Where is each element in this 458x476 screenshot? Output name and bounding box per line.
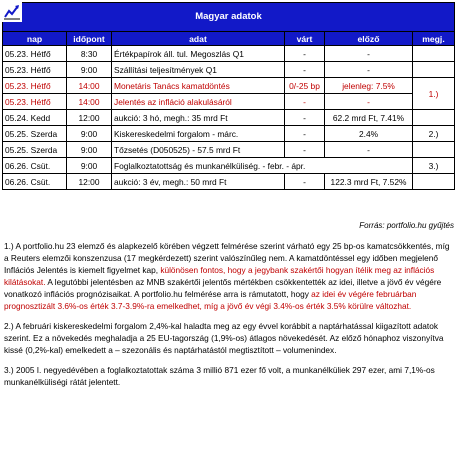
- note-1: [4, 240, 450, 312]
- cell-vart: -: [285, 46, 325, 62]
- table-row: [3, 158, 455, 174]
- cell-nap: 05.23. Hétfő: [3, 62, 67, 78]
- cell-megj: [413, 110, 455, 126]
- cell-nap: 06.26. Csüt.: [3, 174, 67, 190]
- cell-vart: -: [285, 142, 325, 158]
- cell-adat: aukció: 3 év, megh.: 50 mrd Ft: [112, 174, 285, 190]
- notes-section: [4, 240, 450, 396]
- table-row: [3, 142, 455, 158]
- table-row: [3, 126, 455, 142]
- table-row: [3, 46, 455, 62]
- calendar-table: [2, 2, 455, 190]
- cell-elozo: jelenleg: 7.5%: [325, 78, 413, 94]
- cell-ido: 9:00: [67, 62, 112, 78]
- col-header-megj: megj.: [413, 32, 455, 46]
- cell-megj: [413, 174, 455, 190]
- cell-adat: Foglalkoztatottság és munkanélküliség. - febr. - ápr.: [112, 158, 413, 174]
- table-row: [3, 110, 455, 126]
- cell-ido: 12:00: [67, 110, 112, 126]
- cell-megj: [413, 142, 455, 158]
- cell-vart: -: [285, 174, 325, 190]
- cell-megj-note-3: 3.): [413, 158, 455, 174]
- cell-nap: 06.26. Csüt.: [3, 158, 67, 174]
- cell-adat: Értékpapírok áll. tul. Megoszlás Q1: [112, 46, 285, 62]
- cell-nap: 05.23. Hétfő: [3, 78, 67, 94]
- cell-vart: -: [285, 62, 325, 78]
- cell-vart: -: [285, 110, 325, 126]
- table-row: [3, 78, 455, 94]
- cell-elozo: 122.3 mrd Ft, 7.52%: [325, 174, 413, 190]
- source-caption: Forrás: portfolio.hu gyűjtés: [359, 221, 454, 230]
- cell-elozo: -: [325, 142, 413, 158]
- cell-adat: aukció: 3 hó, megh.: 35 mrd Ft: [112, 110, 285, 126]
- table-title: Magyar adatok: [3, 3, 455, 32]
- table-row: [3, 62, 455, 78]
- cell-nap: 05.24. Kedd: [3, 110, 67, 126]
- cell-ido: 9:00: [67, 126, 112, 142]
- cell-adat: Jelentés az infláció alakulásáról: [112, 94, 285, 110]
- col-header-nap: nap: [3, 32, 67, 46]
- cell-nap: 05.23. Hétfő: [3, 94, 67, 110]
- cell-nap: 05.25. Szerda: [3, 126, 67, 142]
- cell-vart: 0/-25 bp: [285, 78, 325, 94]
- cell-megj: [413, 46, 455, 62]
- note-1-highlight: különösen fontos, hogy a jegybank szakértői hogyan ítélik meg az inflációs kilátásokat.: [4, 265, 435, 287]
- note-1-highlight-2: az idei év végére februárban prognosztizált 3.6%-os érték 3.7-3.9%-ra emelkedhet, míg a jövő év végi 3.4%-os érték 3.5% körülre változhat.: [4, 289, 417, 311]
- note-1-text: 1.) A portfolio.hu 23 elemző és alapkezelő körében végzett felmérése szerint várható egy 25 bp-os kamatcsökkentés, míg a Reuters elemzői konszenzusa (17 megkérdezett) szerint valószínűleg nem. A kamatdöntéssel egy időben megjelenő Inflációs Jelentés is kiemelt figyelmet kap,: [4, 241, 450, 275]
- cell-ido: 9:00: [67, 158, 112, 174]
- cell-elozo: -: [325, 46, 413, 62]
- cell-vart: -: [285, 126, 325, 142]
- col-header-vart: várt: [285, 32, 325, 46]
- cell-nap: 05.25. Szerda: [3, 142, 67, 158]
- cell-vart: -: [285, 94, 325, 110]
- cell-ido: 8:30: [67, 46, 112, 62]
- cell-ido: 14:00: [67, 78, 112, 94]
- cell-elozo: 62.2 mrd Ft, 7.41%: [325, 110, 413, 126]
- table-row: [3, 94, 455, 110]
- col-header-elozo: előző: [325, 32, 413, 46]
- cell-megj-note-1: 1.): [413, 78, 455, 110]
- note-3: 3.) 2005 I. negyedévében a foglalkoztatottak száma 3 millió 871 ezer fő volt, a munkanélküliek 297 ezer, ami 7,1%-os munkanélküliségi rátát jelentett.: [4, 365, 435, 387]
- table-title-row: [3, 3, 455, 32]
- cell-ido: 12:00: [67, 174, 112, 190]
- cell-megj: [413, 62, 455, 78]
- cell-ido: 9:00: [67, 142, 112, 158]
- col-header-adat: adat: [112, 32, 285, 46]
- note-1-text-cont: A legutóbbi jelentésben az MNB szakértői jelentős mértékben csökkentették az idei, illetve a jövő év végére vonatkozó inflációs prognózisaikat. A portfolio.hu felmérése arra is rámutatott, hogy: [4, 277, 442, 299]
- cell-elozo: -: [325, 94, 413, 110]
- cell-adat: Monetáris Tanács kamatdöntés: [112, 78, 285, 94]
- col-header-idopont: időpont: [67, 32, 112, 46]
- cell-adat: Szállítási teljesítmények Q1: [112, 62, 285, 78]
- cell-elozo: 2.4%: [325, 126, 413, 142]
- table-row: [3, 174, 455, 190]
- portfolio-logo-icon: [2, 2, 22, 22]
- note-2: 2.) A februári kiskereskedelmi forgalom 2,4%-kal haladta meg az egy évvel korábbit a naptárhatással kiigazított adatok szerint. Ez a növekedés meghaladja a 25 EU-tagország (1,9%-os) átlagos növekedését. Az előző hónaphoz viszonyítva kissé (0,2%-kal) emelkedett a – szezonális és naptárhatástól megtisztított – volumenindex.: [4, 321, 444, 355]
- header-row: [3, 32, 455, 46]
- cell-adat: Kiskereskedelmi forgalom - márc.: [112, 126, 285, 142]
- cell-ido: 14:00: [67, 94, 112, 110]
- cell-adat: Tőzsetés (D050525) - 57.5 mrd Ft: [112, 142, 285, 158]
- cell-elozo: -: [325, 62, 413, 78]
- cell-nap: 05.23. Hétfő: [3, 46, 67, 62]
- cell-megj-note-2: 2.): [413, 126, 455, 142]
